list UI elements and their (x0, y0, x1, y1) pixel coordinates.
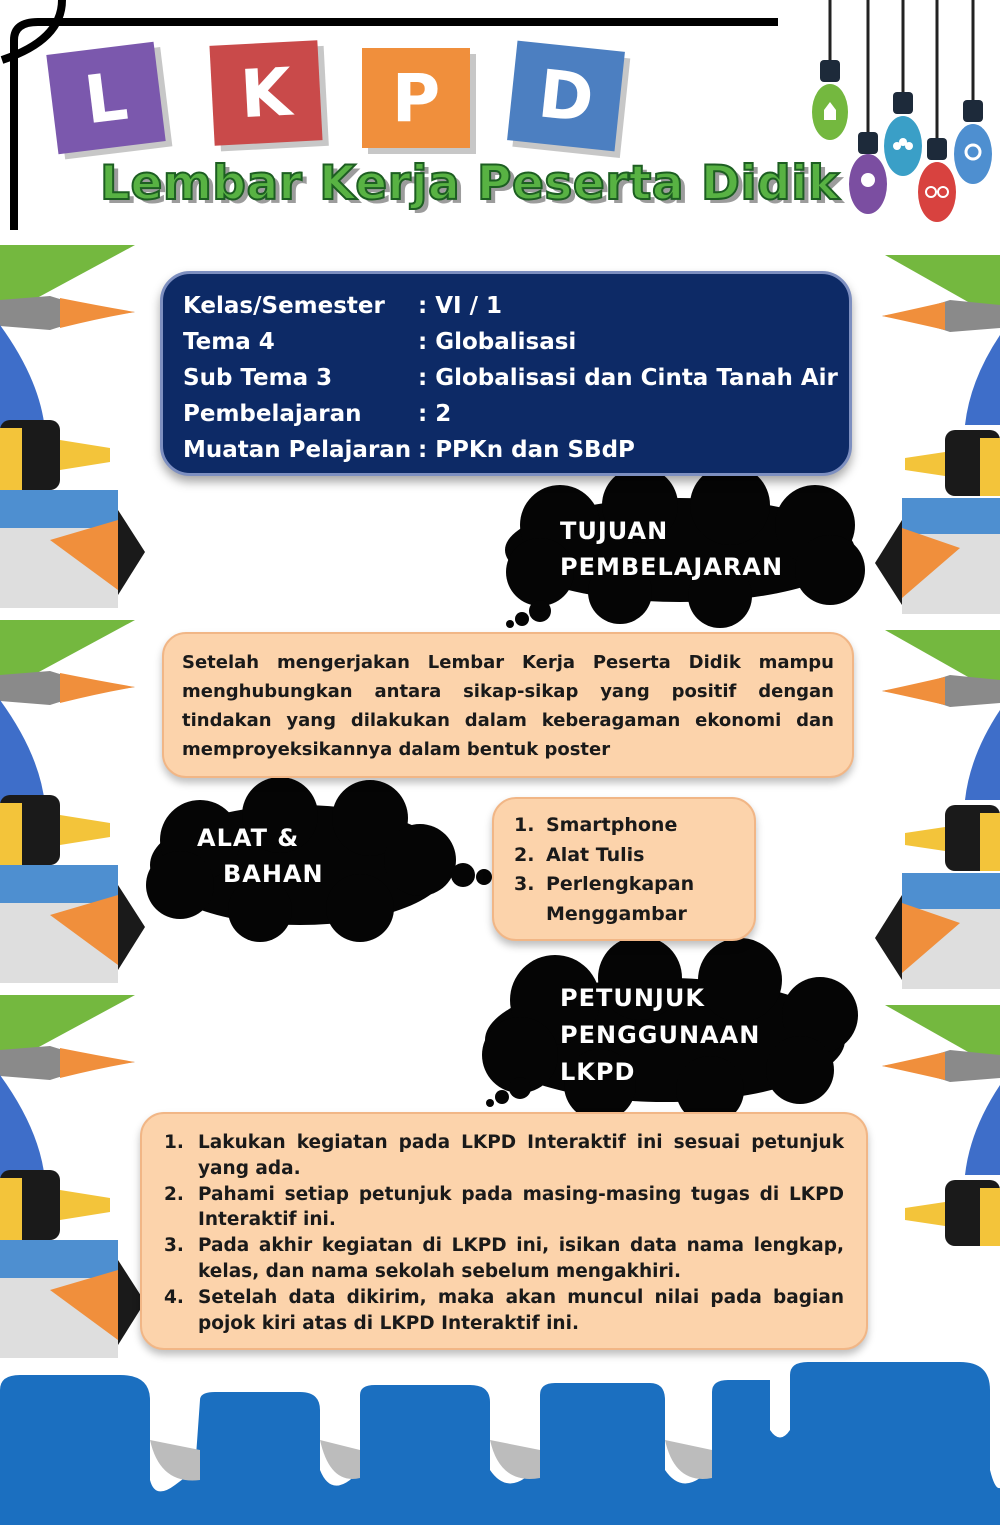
page-subtitle: Lembar Kerja Peserta Didik (100, 156, 840, 211)
tools-box (492, 797, 756, 941)
letter-l: L (80, 57, 132, 139)
guide-heading (560, 980, 760, 1091)
tools-heading (197, 820, 324, 892)
letter-tile-d (507, 41, 625, 152)
list-number: 2. (514, 843, 535, 866)
objective-text: Setelah mengerjakan Lembar Kerja Peserta Didik mampu menghubungkan antara sikap-sikap yang positif dengan tindakan yang dilakukan dalam keberagaman ekonomi dan memproyeksikannya dalam bentuk poster (182, 652, 834, 760)
info-row-muatan (183, 432, 849, 468)
guide-list (164, 1130, 844, 1336)
info-row-pembelajaran (183, 396, 849, 432)
info-key: Kelas/Semester (183, 293, 385, 319)
list-item (164, 1130, 844, 1182)
bottom-wave (0, 1362, 1000, 1525)
list-item (164, 1285, 844, 1337)
list-number: 3. (514, 873, 535, 895)
list-text: Pada akhir kegiatan di LKPD ini, isikan data nama lengkap, kelas, dan nama sekolah sebelum mengakhiri. (198, 1235, 844, 1282)
list-item (514, 870, 738, 929)
guide-heading-line2: PENGGUNAAN (560, 1021, 761, 1049)
objective-heading-line1: TUJUAN (560, 517, 669, 545)
guide-box (140, 1112, 868, 1350)
letter-tile-l (46, 42, 165, 154)
list-item (164, 1182, 844, 1234)
info-key: Tema 4 (183, 329, 275, 355)
letter-d: D (534, 54, 598, 138)
objective-heading (560, 513, 783, 585)
list-number: 3. (164, 1235, 184, 1257)
info-key: Muatan Pelajaran (183, 437, 412, 463)
info-value: : Globalisasi dan Cinta Tanah Air (418, 365, 838, 391)
list-item (514, 811, 738, 841)
guide-heading-line1: PETUNJUK (560, 984, 705, 1012)
letter-tile-p (362, 48, 470, 148)
objective-heading-line2: PEMBELAJARAN (560, 553, 784, 581)
info-row-kelas (183, 288, 849, 324)
left-stationery (0, 245, 145, 1358)
guide-heading-line3: LKPD (560, 1058, 636, 1086)
list-number: 4. (164, 1286, 184, 1308)
list-number: 2. (164, 1183, 184, 1205)
right-stationery (875, 255, 1000, 1246)
list-text: Pahami setiap petunjuk pada masing-masing tugas di LKPD Interaktif ini. (198, 1183, 844, 1231)
info-panel (160, 271, 852, 476)
list-text: Lakukan kegiatan pada LKPD Interaktif ini sesuai petunjuk yang ada. (198, 1132, 844, 1179)
info-key: Sub Tema 3 (183, 365, 333, 391)
tools-list (514, 811, 738, 929)
info-value: : Globalisasi (418, 329, 577, 355)
list-text: Alat Tulis (546, 843, 645, 866)
info-row-subtema (183, 360, 849, 396)
info-row-tema (183, 324, 849, 360)
info-value: : 2 (418, 401, 452, 427)
list-number: 1. (514, 814, 535, 836)
list-text: Setelah data dikirim, maka akan muncul nilai pada bagian pojok kiri atas di LKPD Interaktif ini. (198, 1286, 844, 1334)
letter-tile-k (209, 40, 322, 146)
info-key: Pembelajaran (183, 401, 362, 427)
tools-heading-line1: ALAT & (197, 824, 300, 852)
list-item (514, 841, 738, 871)
list-text: Smartphone (546, 814, 678, 836)
letter-k: K (238, 53, 294, 133)
list-text: Perlengkapan Menggambar (546, 873, 695, 925)
info-value: : VI / 1 (418, 293, 502, 319)
info-value: : PPKn dan SBdP (418, 437, 635, 463)
list-number: 1. (164, 1132, 184, 1153)
tools-heading-line2: BAHAN (223, 860, 324, 888)
objective-box (162, 632, 854, 778)
list-item (164, 1233, 844, 1285)
letter-p: P (391, 59, 441, 137)
